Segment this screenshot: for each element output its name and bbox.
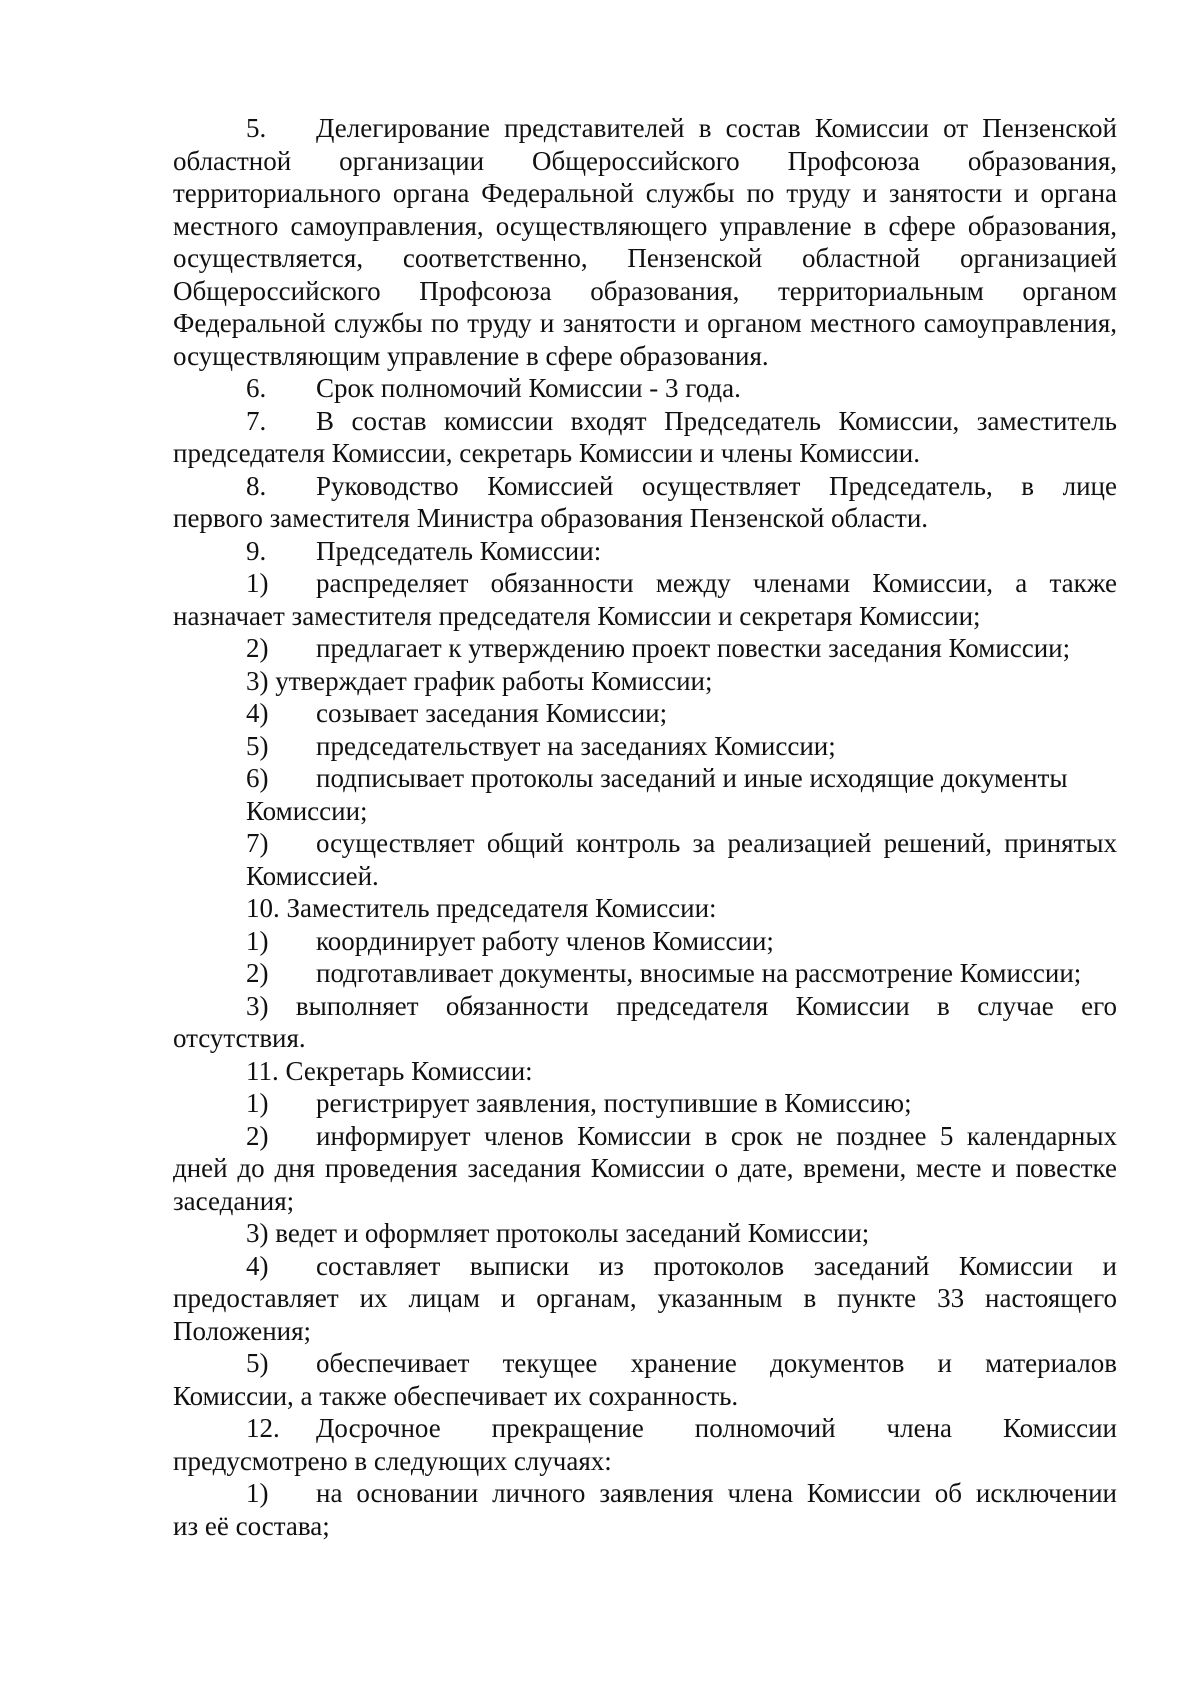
subclause-9-3: 3) утверждает график работы Комиссии; bbox=[246, 665, 713, 696]
clause-10: 10. Заместитель председателя Комиссии: bbox=[246, 893, 717, 923]
subclause-text: созывает заседания Комиссии; bbox=[316, 698, 668, 728]
clause-text: Срок полномочий Комиссии - 3 года. bbox=[316, 373, 741, 403]
subclause-9-1 bbox=[173, 567, 1117, 600]
subclause-9-6-continuation: Комиссии; bbox=[246, 795, 368, 826]
clause-number: 7. bbox=[246, 405, 267, 436]
subclause-text: подписывает протоколы заседаний и иные исходящие документы bbox=[316, 763, 1068, 793]
subclause-10-3-continuation: отсутствия. bbox=[173, 1023, 306, 1053]
subclause-text: координирует работу членов Комиссии; bbox=[316, 925, 774, 956]
subclause-11-2-continuation: дней до дня проведения заседания Комиссии о дате, времени, месте и повестке заседания; bbox=[173, 1153, 1117, 1216]
subclause-number: 2) bbox=[246, 1120, 269, 1151]
clause-8-continuation: первого заместителя Министра образования Пензенской области. bbox=[173, 503, 929, 533]
subclause-11-3: 3) ведет и оформляет протоколы заседаний Комиссии; bbox=[246, 1218, 870, 1248]
subclause-11-5-continuation: Комиссии, а также обеспечивает их сохранность. bbox=[173, 1380, 739, 1411]
document-page bbox=[173, 112, 1117, 1542]
subclause-number: 2) bbox=[246, 633, 269, 663]
subclause-text: на основании личного заявления члена Комиссии об исключении bbox=[316, 1478, 1117, 1508]
subclause-11-4-continuation: предоставляет их лицам и органам, указанным в пункте 33 настоящего Положения; bbox=[173, 1283, 1117, 1346]
subclause-9-6 bbox=[173, 762, 1117, 795]
subclause-9-2 bbox=[173, 632, 1117, 665]
subclause-text: информирует членов Комиссии в срок не позднее 5 календарных bbox=[316, 1120, 1117, 1151]
subclause-10-2 bbox=[173, 957, 1117, 990]
clause-7-continuation: председателя Комиссии, секретарь Комиссии и члены Комиссии. bbox=[173, 438, 921, 468]
subclause-10-1 bbox=[173, 925, 1117, 958]
subclause-number: 4) bbox=[246, 698, 269, 728]
clause-number: 9. bbox=[246, 535, 267, 566]
subclause-number: 2) bbox=[246, 958, 269, 988]
subclause-number: 1) bbox=[246, 568, 269, 598]
subclause-12-1 bbox=[173, 1477, 1117, 1510]
subclause-text: осуществляет общий контроль за реализацией решений, принятых bbox=[316, 828, 1117, 858]
clause-number: 5. bbox=[246, 113, 267, 143]
clause-5 bbox=[173, 112, 1117, 145]
clause-12-continuation: предусмотрено в следующих случаях: bbox=[173, 1445, 612, 1476]
subclause-text: предлагает к утверждению проект повестки заседания Комиссии; bbox=[316, 633, 1071, 663]
clause-12 bbox=[173, 1412, 1117, 1445]
subclause-text: председательствует на заседаниях Комиссии; bbox=[316, 730, 836, 761]
subclause-number: 4) bbox=[246, 1250, 269, 1281]
clause-9 bbox=[173, 535, 1117, 568]
clause-6 bbox=[173, 372, 1117, 405]
clause-text: В состав комиссии входят Председатель Комиссии, заместитель bbox=[316, 405, 1117, 436]
subclause-9-1-continuation: назначает заместителя председателя Комиссии и секретаря Комиссии; bbox=[173, 600, 981, 631]
subclause-11-5 bbox=[173, 1347, 1117, 1380]
subclause-text: регистрирует заявления, поступившие в Комиссию; bbox=[316, 1088, 912, 1118]
subclause-9-7 bbox=[173, 827, 1117, 860]
subclause-12-1-continuation: из её состава; bbox=[173, 1510, 330, 1541]
clause-8 bbox=[173, 470, 1117, 503]
clause-11: 11. Секретарь Комиссии: bbox=[246, 1055, 533, 1086]
subclause-text: распределяет обязанности между членами Комиссии, а также bbox=[316, 568, 1117, 598]
subclause-11-4 bbox=[173, 1250, 1117, 1283]
subclause-9-7-continuation: Комиссией. bbox=[246, 860, 379, 891]
subclause-number: 1) bbox=[246, 1478, 269, 1508]
subclause-number: 1) bbox=[246, 1088, 269, 1118]
subclause-number: 6) bbox=[246, 763, 269, 793]
subclause-10-3: 3) выполняет обязанности председателя Комиссии в случае его bbox=[246, 990, 1117, 1021]
clause-text: Руководство Комиссией осуществляет Председатель, в лице bbox=[316, 470, 1117, 501]
subclause-9-5 bbox=[173, 730, 1117, 763]
subclause-11-1 bbox=[173, 1087, 1117, 1120]
clause-text: Досрочное прекращение полномочий члена Комиссии bbox=[316, 1413, 1117, 1443]
subclause-number: 5) bbox=[246, 1348, 269, 1378]
subclause-11-2 bbox=[173, 1120, 1117, 1153]
clause-number: 12. bbox=[246, 1413, 280, 1443]
clause-7 bbox=[173, 405, 1117, 438]
subclause-9-4 bbox=[173, 697, 1117, 730]
subclause-number: 7) bbox=[246, 828, 269, 858]
subclause-text: составляет выписки из протоколов заседаний Комиссии и bbox=[316, 1250, 1117, 1281]
clause-5-continuation: областной организации Общероссийского Профсоюза образования, территориального органа Федеральной службы по труду и занятости и органа местного самоуправления, осуществляющего управление в сфере образования, осуществляется, соответственно, Пензенской областной организацией Общероссийского Профсоюза образования, территориальным органом Федеральной службы по труду и занятости и органом местного самоуправления, осуществляющим управление в сфере образования. bbox=[173, 145, 1117, 371]
subclause-number: 5) bbox=[246, 730, 269, 761]
clause-text: Председатель Комиссии: bbox=[316, 535, 602, 566]
clause-number: 6. bbox=[246, 373, 267, 403]
subclause-text: обеспечивает текущее хранение документов и материалов bbox=[316, 1348, 1117, 1378]
subclause-text: подготавливает документы, вносимые на рассмотрение Комиссии; bbox=[316, 958, 1082, 988]
subclause-number: 1) bbox=[246, 925, 269, 956]
clause-text: Делегирование представителей в состав Комиссии от Пензенской bbox=[316, 113, 1117, 143]
clause-number: 8. bbox=[246, 470, 267, 501]
